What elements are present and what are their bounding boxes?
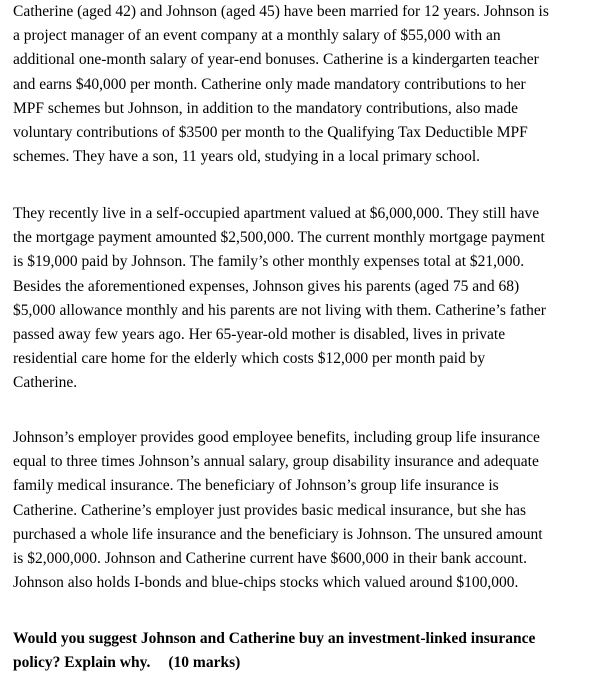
text-line: residential care home for the elderly which costs $12,000 per month paid by: [13, 350, 486, 368]
text-line: Catherine (aged 42) and Johnson (aged 45) have been married for 12 years. Johnson is: [13, 3, 549, 20]
text-line: is $19,000 paid by Johnson. The family’s other monthly expenses total at $21,000.: [13, 253, 525, 271]
text-line: Johnson also holds I-bonds and blue-chips stocks which valued around $100,000.: [13, 574, 519, 592]
paragraph-housing-expenses: [13, 202, 546, 396]
text-line: a project manager of an event company at a monthly salary of $55,000 with an: [13, 27, 501, 45]
text-line: Besides the aforementioned expenses, Johnson gives his parents (aged 75 and 68): [13, 277, 520, 295]
text-line: and earns $40,000 per month. Catherine only made mandatory contributions to her: [13, 75, 526, 93]
text-line: Johnson’s employer provides good employee benefits, including group life insurance: [13, 429, 540, 446]
text-line: is $2,000,000. Johnson and Catherine current have $600,000 in their bank account.: [13, 550, 527, 568]
text-line: Catherine.: [13, 374, 78, 392]
marks-label: (10 marks): [168, 654, 241, 672]
text-line: equal to three times Johnson’s annual salary, group disability insurance and adequate: [13, 453, 539, 471]
text-line: purchased a whole life insurance and the beneficiary is Johnson. The unsured amount: [13, 525, 543, 543]
text-line: $5,000 allowance monthly and his parents are not living with them. Catherine’s father: [13, 301, 546, 319]
text-line: the mortgage payment amounted $2,500,000. The current monthly mortgage payment: [13, 229, 545, 247]
question-block: [13, 627, 535, 675]
text-line: schemes. They have a son, 11 years old, studying in a local primary school.: [13, 148, 481, 166]
text-line: MPF schemes but Johnson, in addition to the mandatory contributions, also made: [13, 99, 518, 117]
text-line: voluntary contributions of $3500 per month to the Qualifying Tax Deductible MPF: [13, 124, 528, 142]
text-line: Catherine. Catherine’s employer just provides basic medical insurance, but she has: [13, 501, 527, 519]
text-line: They recently live in a self-occupied apartment valued at $6,000,000. They still have: [13, 205, 540, 222]
paragraph-family-background: [13, 0, 549, 169]
question-line: Would you suggest Johnson and Catherine buy an investment-linked insurance: [13, 630, 536, 647]
paragraph-insurance-assets: [13, 426, 543, 595]
text-line: family medical insurance. The beneficiary of Johnson’s group life insurance is: [13, 477, 499, 495]
question-text: policy? Explain why.: [13, 654, 151, 672]
text-line: additional one-month salary of year-end bonuses. Catherine is a kindergarten teacher: [13, 51, 539, 69]
text-line: passed away few years ago. Her 65-year-old mother is disabled, lives in private: [13, 326, 506, 344]
question-line: [13, 651, 535, 675]
